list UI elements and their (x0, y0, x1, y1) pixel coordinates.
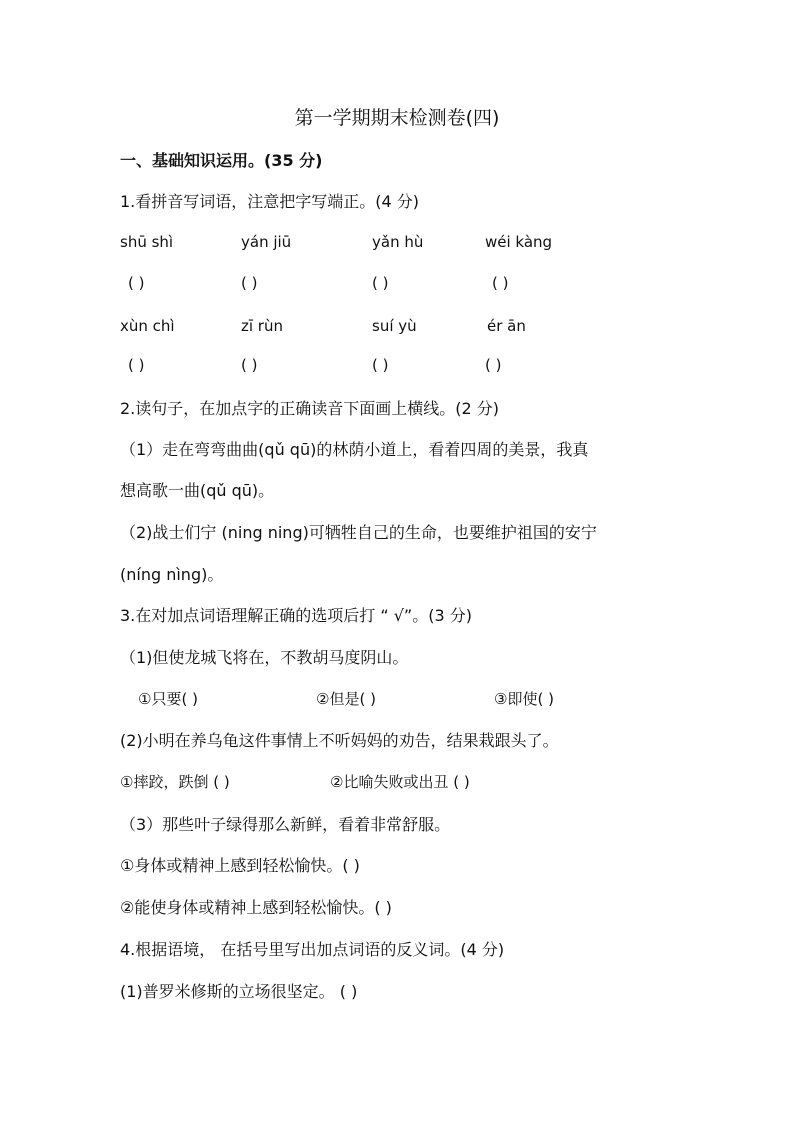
page-title: 第一学期期末检测卷(四) (294, 107, 500, 129)
question-3-sentence-1: （1)但使龙城飞将在，不教胡马度阴山。 (120, 648, 409, 667)
option[interactable]: ②比喻失败或出丑 ( ) (330, 773, 470, 791)
question-4-stem: 4.根据语境， 在括号里写出加点词语的反义词。(4 分) (120, 940, 505, 959)
question-1-stem: 1.看拼音写词语，注意把字写端正。(4 分) (120, 192, 420, 211)
answer-blank[interactable]: ( ) (485, 356, 502, 374)
answer-blank[interactable]: ( ) (128, 356, 145, 374)
answer-blank[interactable]: ( ) (372, 274, 389, 292)
pinyin-word: xùn chì (120, 317, 175, 335)
pinyin-word: shū shì (120, 233, 174, 251)
pinyin-word: suí yù (372, 317, 417, 335)
question-3-sentence-3: （3）那些叶子绿得那么新鲜，看着非常舒服。 (120, 815, 451, 834)
pinyin-word: zī rùn (241, 317, 283, 335)
pinyin-word: wéi kàng (485, 233, 553, 251)
pinyin-word: yán jiū (241, 233, 292, 251)
answer-blank[interactable]: ( ) (492, 274, 509, 292)
option[interactable]: ②但是( ) (316, 690, 376, 708)
question-3-stem: 3.在对加点词语理解正确的选项后打 “ √”。(3 分) (120, 606, 472, 625)
question-2-sentence-2: （2)战士们宁 (ning ning)可牺牲自己的生命，也要维护祖国的安宁 (120, 523, 597, 542)
pinyin-word: ér ān (487, 317, 526, 335)
option[interactable]: ①摔跤，跌倒 ( ) (120, 773, 230, 791)
pinyin-word: yǎn hù (372, 233, 424, 251)
question-2-sentence-1: （1）走在弯弯曲曲(qǔ qū)的林荫小道上，看着四周的美景，我真 (120, 440, 589, 459)
answer-blank[interactable]: ( ) (128, 274, 145, 292)
question-4-sentence-1: (1)普罗米修斯的立场很坚定。 ( ) (120, 982, 358, 1001)
option[interactable]: ①只要( ) (138, 690, 198, 708)
option[interactable]: ②能使身体或精神上感到轻松愉快。( ) (120, 898, 392, 917)
section-heading: 一、基础知识运用。(35 分) (120, 151, 323, 170)
question-2-sentence-1-cont: 想高歌一曲(qǔ qū)。 (120, 481, 275, 500)
option[interactable]: ③即使( ) (494, 690, 554, 708)
answer-blank[interactable]: ( ) (241, 274, 258, 292)
question-2-sentence-2-cont: (níng nìng)。 (120, 565, 224, 584)
option[interactable]: ①身体或精神上感到轻松愉快。( ) (120, 856, 360, 875)
answer-blank[interactable]: ( ) (241, 356, 258, 374)
answer-blank[interactable]: ( ) (372, 356, 389, 374)
question-3-sentence-2: (2)小明在养乌龟这件事情上不听妈妈的劝告，结果栽跟头了。 (120, 731, 559, 750)
question-2-stem: 2.读句子，在加点字的正确读音下面画上横线。(2 分) (120, 399, 500, 418)
